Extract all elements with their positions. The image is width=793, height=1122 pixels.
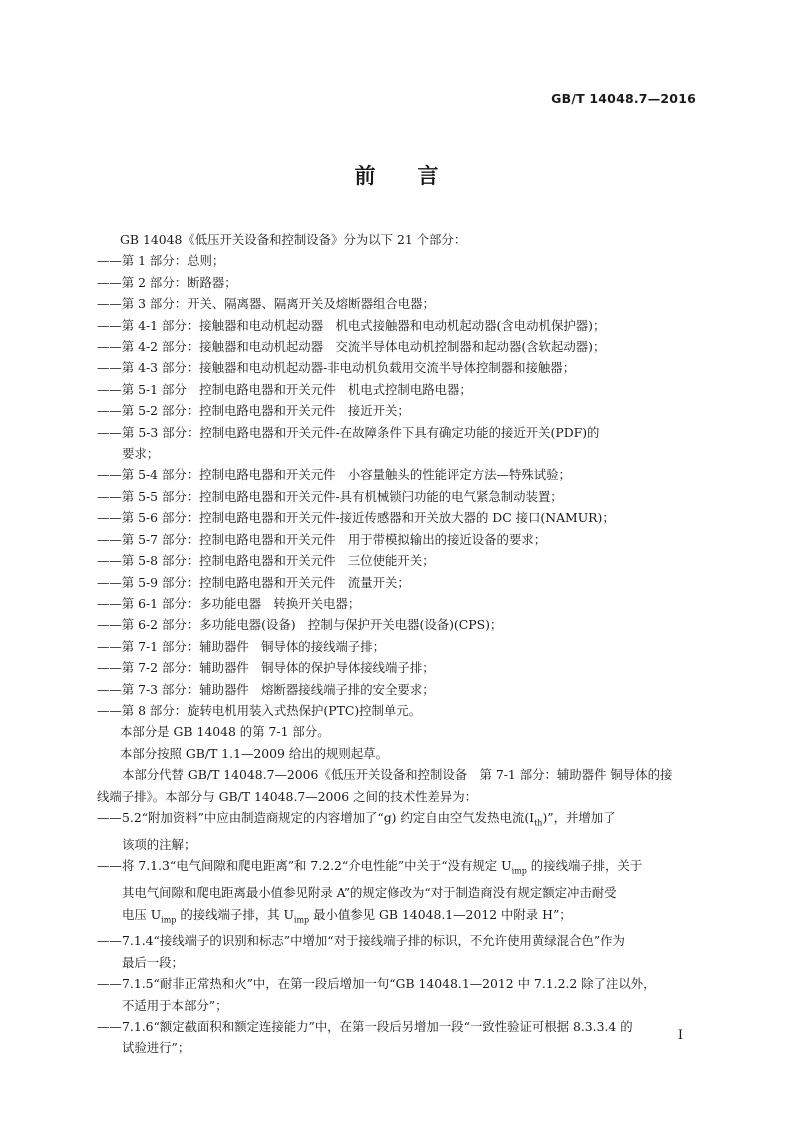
change-text: 最小值参见 GB 14048.1—2012 中附录 H”； (309, 906, 572, 922)
change-text: 7.1.4“接线端子的识别和标志”中增加“对于接线端子排的标识，不允许使用黄绿混合色”作为 (122, 933, 625, 949)
list-dash: —— (97, 858, 122, 874)
change-text: 5.2“附加资料”中应由制造商规定的内容增加了“g) 约定自由空气发热电流(I (122, 809, 535, 825)
title-char-1: 前 (354, 164, 376, 188)
intro-paragraph: GB 14048《低压开关设备和控制设备》分为以下 21 个部分： (120, 232, 467, 247)
standard-number: GB/T 14048.7—2016 (551, 91, 696, 106)
change-text-cont: 最后一段； (122, 954, 184, 970)
foreword-body (97, 229, 709, 1059)
title-char-2: 言 (417, 164, 439, 188)
list-item: ——第 1 部分：总则； (97, 253, 225, 269)
change-text-cont: 试验进行”； (122, 1040, 191, 1056)
statement-part-number: 本部分是 GB 14048 的第 7-1 部分。 (120, 724, 330, 740)
change-text: 7.1.5“耐非正常热和火”中，在第一段后增加一句“GB 14048.1—2012 中 7.1.2.2 除了注以外， (122, 976, 656, 992)
change-item (97, 930, 709, 973)
list-item: ——第 4-2 部分：接触器和电动机起动器 交流半导体电动机控制器和起动器(含软起动器)； (97, 339, 606, 355)
list-item: ——第 4-1 部分：接触器和电动机起动器 机电式接触器和电动机起动器(含电动机保护器)； (97, 317, 606, 333)
list-item: ——第 5-8 部分：控制电路电器和开关元件 三位使能开关； (97, 553, 435, 569)
change-text: 电压 U (122, 906, 162, 922)
change-text: 将 7.1.3“电气间隙和爬电距离”和 7.2.2“介电性能”中关于“没有规定 U (122, 858, 512, 874)
page-number: I (677, 1028, 683, 1043)
list-item: ——第 7-3 部分：辅助器件 熔断器接线端子排的安全要求； (97, 681, 435, 697)
list-item: ——第 6-1 部分：多功能电器 转换开关电器； (97, 595, 361, 611)
change-item (97, 807, 709, 855)
parts-list (97, 250, 709, 421)
list-dash: —— (97, 424, 122, 440)
statement-drafting-rules: 本部分按照 GB/T 1.1—2009 给出的规则起草。 (120, 745, 388, 761)
subscript: imp (293, 915, 310, 924)
change-text: 的接线端子排，其 U (176, 906, 294, 922)
list-dash: —— (97, 976, 122, 992)
change-text: 的接线端子排，关于 (526, 858, 643, 874)
list-item: ——第 8 部分：旋转电机用装入式热保护(PTC)控制单元。 (97, 702, 422, 718)
list-dash: —— (97, 809, 122, 825)
list-item: ——第 5-9 部分：控制电路电器和开关元件 流量开关； (97, 574, 410, 590)
replacement-paragraph (97, 764, 709, 807)
list-item: ——第 2 部分：断路器； (97, 274, 237, 290)
list-item (97, 422, 709, 465)
list-item: ——第 5-6 部分：控制电路电器和开关元件-接近传感器和开关放大器的 DC 接口(NAMUR)； (97, 510, 615, 526)
change-text: )”，并增加了 (542, 809, 616, 825)
list-item: ——第 3 部分：开关、隔离器、隔离开关及熔断器组合电器； (97, 296, 435, 312)
list-item: ——第 5-1 部分 控制电路电器和开关元件 机电式控制电路电器； (97, 381, 472, 397)
change-item (97, 1016, 709, 1059)
change-text-cont: 不适用于本部分”； (122, 997, 228, 1013)
list-dash: —— (97, 1019, 122, 1035)
list-item: ——第 5-5 部分：控制电路电器和开关元件-具有机械锁闩功能的电气紧急制动装置； (97, 488, 563, 504)
list-item: ——第 7-1 部分：辅助器件 铜导体的接线端子排； (97, 638, 386, 654)
subscript: imp (161, 915, 177, 924)
replacement-line-1: 本部分代替 GB/T 14048.7—2006《低压开关设备和控制设备 第 7-1 部分：辅助器件 铜导体的接 (122, 767, 673, 783)
replacement-line-2: 线端子排》。本部分与 GB/T 14048.7—2006 之间的技术性差异为： (97, 788, 478, 804)
change-item (97, 973, 709, 1016)
subscript: imp (511, 866, 527, 876)
change-text: 7.1.6“额定截面积和额定连接能力”中，在第一段后另增加一段“一致性验证可根据 8.3.3.4 的 (122, 1019, 633, 1035)
parts-list-continued (97, 464, 709, 721)
list-item: ——第 5-2 部分：控制电路电器和开关元件 接近开关； (97, 403, 410, 419)
list-item: ——第 5-7 部分：控制电路电器和开关元件 用于带模拟输出的接近设备的要求； (97, 531, 547, 547)
list-item-text-cont: 要求； (122, 446, 160, 462)
list-item: ——第 4-3 部分：接触器和电动机起动器-非电动机负载用交流半导体控制器和接触器； (97, 360, 576, 376)
change-text-cont: 该项的注解； (122, 836, 197, 852)
list-item: ——第 6-2 部分：多功能电器(设备) 控制与保护开关电器(设备)(CPS)； (97, 617, 503, 633)
change-text-cont: 其电气间隙和爬电距离最小值参见附录 A”的规定修改为“对于制造商没有规定额定冲击耐受 (122, 885, 617, 901)
list-dash: —— (97, 933, 122, 949)
list-item-text: 第 5-3 部分：控制电路电器和开关元件-在故障条件下具有确定功能的接近开关(PDF)的 (122, 424, 600, 440)
list-item: ——第 5-4 部分：控制电路电器和开关元件 小容量触头的性能评定方法—特殊试验； (97, 467, 571, 483)
list-item: ——第 7-2 部分：辅助器件 铜导体的保护导体接线端子排； (97, 660, 435, 676)
page-title (0, 160, 793, 190)
subscript: th (534, 818, 543, 828)
change-item (97, 855, 709, 930)
